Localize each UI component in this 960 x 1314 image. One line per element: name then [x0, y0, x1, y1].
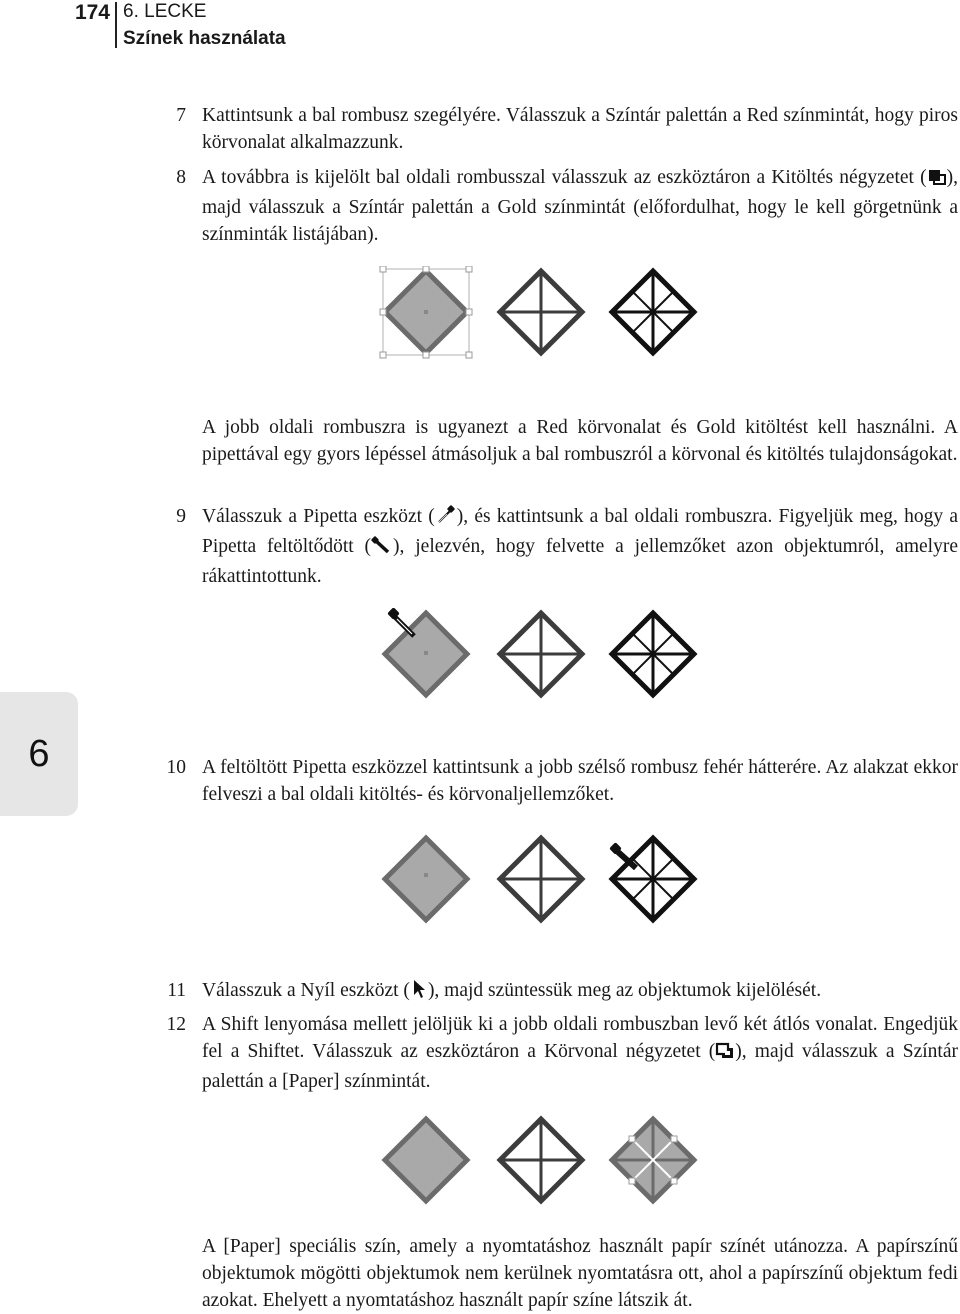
- right-diamond: [612, 613, 694, 695]
- paragraph-text: A [Paper] speciális szín, amely a nyomtatáshoz használt papír színét utánozza. A papírszínű objektumok mögötti objektumok nem kerülnek nyomtatásra ott, ahol a papírszínű objektum fedi azokat. Ehelyett a nyomtatáshoz használt papír színe látszik át.: [202, 1236, 958, 1311]
- step-number: 12: [166, 1014, 186, 1035]
- header-divider: [115, 2, 117, 48]
- step-7: [176, 102, 958, 156]
- step-text: ), majd válasszuk a Színtár palettán a Gold színmintát (előfordulhat, hogy le kell görgetnünk a színminták listájában).: [202, 167, 958, 245]
- step-8: [176, 164, 958, 248]
- page-number: 174: [74, 1, 110, 24]
- step-9: [176, 503, 959, 590]
- step-number: 7: [176, 105, 186, 126]
- right-diamond-paper-lines: [612, 1119, 694, 1201]
- chapter-side-tab: [0, 692, 78, 816]
- step-number: 9: [176, 506, 186, 527]
- stroke-square-icon: [715, 1041, 735, 1068]
- left-diamond: [385, 1119, 467, 1201]
- middle-diamond: [500, 271, 582, 353]
- middle-diamond: [500, 1119, 582, 1201]
- step-10: [166, 754, 958, 808]
- paragraph-text: A jobb oldali rombuszra is ugyanezt a Red körvonalat és Gold kitöltést kell használni. A pipettával egy gyors lépéssel átmásoljuk a bal rombuszról a körvonal és kitöltés tulajdonságokat.: [202, 417, 958, 465]
- step-text: Válasszuk a Nyíl eszközt (: [202, 980, 410, 1001]
- eyedropper-cursor-icon: [387, 608, 414, 636]
- chapter-label: 6. LECKE: [123, 1, 207, 22]
- selection-arrow-icon: [410, 979, 428, 1007]
- step-text: A továbbra is kijelölt bal oldali rombusszal válasszuk az eszköztáron a Kitöltés négyzetet (: [202, 167, 927, 188]
- step-text: ), majd válasszuk a Színtár palettán a [Paper] színmintát.: [202, 1041, 958, 1092]
- step-text: Kattintsunk a bal rombusz szegélyére. Válasszuk a Színtár palettán a Red színmintát, hogy piros körvonalat alkalmazzunk.: [202, 105, 958, 153]
- middle-diamond: [500, 838, 582, 920]
- step-number: 11: [167, 980, 186, 1001]
- step-number: 10: [166, 757, 186, 778]
- chapter-side-tab-label: 6: [28, 732, 50, 775]
- eyedropper-loaded-icon: [371, 535, 393, 563]
- step-text: Válasszuk a Pipetta eszközt (: [202, 506, 435, 527]
- left-diamond-selected: [380, 266, 472, 358]
- step-text: ), jelezvén, hogy felvette a jellemzőket azon objektumról, amelyre rákattintottunk.: [202, 536, 958, 587]
- step-11: [167, 977, 958, 1007]
- middle-diamond: [500, 613, 582, 695]
- note-paragraph-1: [202, 414, 958, 468]
- figure-diamonds-3: [378, 833, 698, 927]
- right-diamond: [612, 838, 694, 920]
- left-diamond: [385, 613, 467, 695]
- chapter-title: Színek használata: [123, 28, 286, 49]
- figure-diamonds-4: [378, 1114, 698, 1208]
- figure-diamonds-1: [378, 266, 698, 360]
- step-text: A feltöltött Pipetta eszközzel kattintsunk a jobb szélső rombusz fehér hátterére. Az alakzat ekkor felveszi a bal oldali kitöltés- és körvonaljellemzőket.: [202, 757, 958, 805]
- eyedropper-icon: [435, 505, 457, 533]
- step-12: [166, 1011, 958, 1095]
- right-diamond: [612, 271, 694, 353]
- step-text: ), és kattintsunk a bal oldali rombuszra. Figyeljük meg, hogy a Pipetta feltöltődött (: [202, 506, 959, 557]
- step-text: A Shift lenyomása mellett jelöljük ki a jobb oldali rombuszban levő két átlós vonalat. Engedjük fel a Shiftet. Válasszuk az eszköztáron a Körvonal négyzetet (: [202, 1014, 958, 1062]
- page-header: [0, 0, 960, 52]
- step-number: 8: [176, 167, 186, 188]
- eyedropper-loaded-cursor-icon: [609, 842, 636, 868]
- left-diamond: [385, 838, 467, 920]
- step-text: ), majd szüntessük meg az objektumok kijelölését.: [427, 980, 822, 1001]
- figure-diamonds-2: [378, 608, 698, 702]
- note-paragraph-2: [202, 1233, 958, 1314]
- fill-square-icon: [927, 167, 947, 194]
